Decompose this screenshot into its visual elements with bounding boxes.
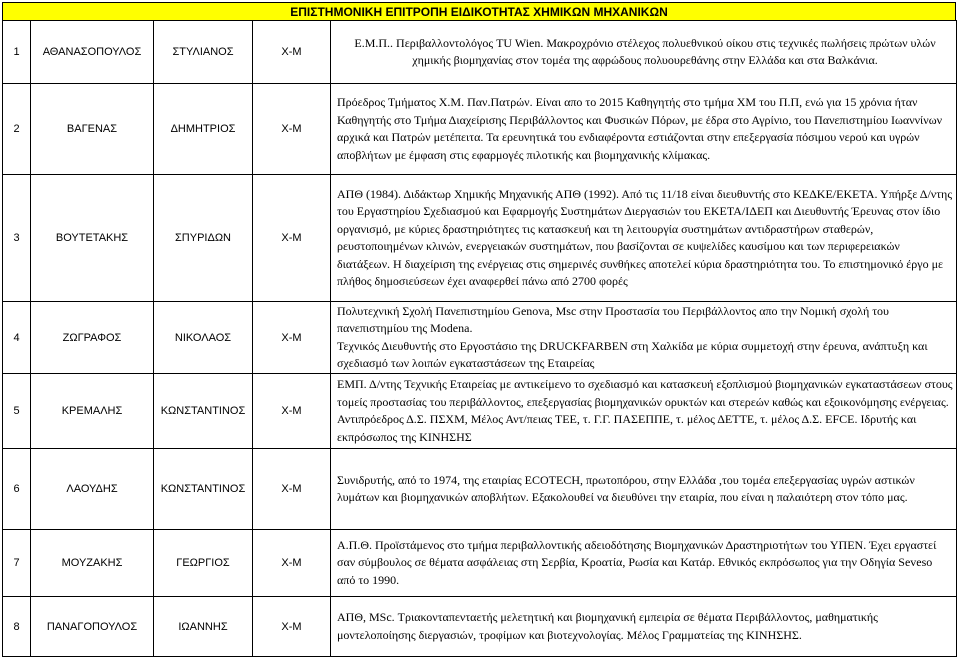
- bio-paragraph: Α.Π.Θ. Προϊστάμενος στο τμήμα περιβαλλοντικής αδειοδότησης Βιομηχανικών Δραστηριοτήτων του ΥΠΕΝ. Έχει εργαστεί σαν σύμβουλος σε θέματα ασφάλειας στη Σερβία, Κροατία, Ρωσία και Κατάρ. Εθνικός εκπρόσωπος για την Οδηγία Seveso από το 1990.: [337, 537, 937, 587]
- table-row: [3, 449, 957, 530]
- bio-cell[interactable]: [331, 175, 957, 302]
- specialty-cell[interactable]: Χ-Μ: [253, 530, 331, 597]
- bio-paragraph: Τεχνικός Διευθυντής στο Εργοστάσιο της DRUCKFARBEN στη Χαλκίδα με κύρια συμμετοχή στην έρευνα, ανάπτυξη και σχεδιασμό των λοιπών εγκαταστάσεων της Εταιρείας: [337, 338, 928, 370]
- table-row: [3, 530, 957, 597]
- first-name-cell[interactable]: ΓΕΩΡΓΙΟΣ: [154, 530, 253, 597]
- surname-cell[interactable]: ΠΑΝΑΓΟΠΟΥΛΟΣ: [31, 597, 154, 657]
- surname-cell[interactable]: ΒΑΓΕΝΑΣ: [31, 84, 154, 175]
- table-row: [3, 175, 957, 302]
- row-number-cell[interactable]: 7: [3, 530, 31, 597]
- first-name-cell[interactable]: ΔΗΜΗΤΡΙΟΣ: [154, 84, 253, 175]
- table-row: [3, 302, 957, 374]
- first-name-cell[interactable]: ΙΩΑΝΝΗΣ: [154, 597, 253, 657]
- specialty-cell[interactable]: Χ-Μ: [253, 84, 331, 175]
- specialty-cell[interactable]: Χ-Μ: [253, 302, 331, 374]
- row-number-cell[interactable]: 6: [3, 449, 31, 530]
- row-number-cell[interactable]: 2: [3, 84, 31, 175]
- bio-paragraph: Πρόεδρος Τμήματος Χ.Μ. Παν.Πατρών. Είναι απο το 2015 Καθηγητής στο τμήμα ΧΜ του Π.Π, ενώ για 15 χρόνια ήταν Καθηγητής στο Τμήμα Διαχείρισης Περιβάλλοντος και Φυσικών Πόρων, με έδρα στο Αγρίνιο, του Πανεπιστημίου Ιωαννίνων αρχικά και Πατρών μετέπειτα. Τα ερευνητικά του ενδιαφέροντα εστιάζονται στην επεξεργασία πόσιμου νερού και υγρών αποβλήτων με έμφαση στις εφαρμογές πιλοτικής και βιομηχανικής κλίμακας.: [337, 95, 943, 162]
- row-number-cell[interactable]: 8: [3, 597, 31, 657]
- row-number-cell[interactable]: 3: [3, 175, 31, 302]
- bio-cell[interactable]: [331, 84, 957, 175]
- committee-title[interactable]: ΕΠΙΣΤΗΜΟΝΙΚΗ ΕΠΙΤΡΟΠΗ ΕΙΔΙΚΟΤΗΤΑΣ ΧΗΜΙΚΩΝ ΜΗΧΑΝΙΚΩΝ: [2, 2, 956, 21]
- row-number-cell[interactable]: 5: [3, 374, 31, 449]
- bio-cell[interactable]: [331, 374, 957, 449]
- bio-paragraph: Πολυτεχνική Σχολή Πανεπιστημίου Genova, Msc στην Προστασία του Περιβάλλοντος απο την Νομική σχολή του πανεπιστημίου της Modena.: [337, 303, 889, 335]
- specialty-cell[interactable]: Χ-Μ: [253, 597, 331, 657]
- spreadsheet: [2, 2, 956, 657]
- surname-cell[interactable]: ΖΩΓΡΑΦΟΣ: [31, 302, 154, 374]
- first-name-cell[interactable]: ΝΙΚΟΛΑΟΣ: [154, 302, 253, 374]
- specialty-cell[interactable]: Χ-Μ: [253, 374, 331, 449]
- specialty-cell[interactable]: Χ-Μ: [253, 175, 331, 302]
- bio-paragraph: ΑΠΘ, MSc. Τριακονταπενταετής μελετητική και βιομηχανική εμπειρία σε θέματα Περιβάλλοντος, μαθηματικής μοντελοποίησης διεργασιών, τροφίμων και βιοτεχνολογίας. Μέλος Γραμματείας της ΚΙΝΗΣΗΣ.: [337, 610, 878, 642]
- first-name-cell[interactable]: ΚΩΝΣΤΑΝΤΙΝΟΣ: [154, 374, 253, 449]
- bio-cell[interactable]: [331, 21, 957, 84]
- first-name-cell[interactable]: ΣΤΥΛΙΑΝΟΣ: [154, 21, 253, 84]
- row-number-cell[interactable]: 1: [3, 21, 31, 84]
- members-table: [2, 20, 957, 657]
- surname-cell[interactable]: ΑΘΑΝΑΣΟΠΟΥΛΟΣ: [31, 21, 154, 84]
- bio-cell[interactable]: [331, 449, 957, 530]
- surname-cell[interactable]: ΚΡΕΜΑΛΗΣ: [31, 374, 154, 449]
- bio-paragraph: Συνιδρυτής, από το 1974, της εταιρίας ECOTECH, πρωτοπόρου, στην Ελλάδα ,του τομέα επεξεργασίας υγρών αστικών λυμάτων και βιομηχανικών αποβλήτων. Εξακολουθεί να διευθύνει την εταιρία, που είναι η παλαιότερη στον τόπο μας.: [337, 472, 915, 504]
- table-row: [3, 21, 957, 84]
- bio-cell[interactable]: [331, 530, 957, 597]
- surname-cell[interactable]: ΒΟΥΤΕΤΑΚΗΣ: [31, 175, 154, 302]
- specialty-cell[interactable]: Χ-Μ: [253, 21, 331, 84]
- surname-cell[interactable]: ΛΑΟΥΔΗΣ: [31, 449, 154, 530]
- bio-paragraph: Ε.Μ.Π.. Περιβαλλοντολόγος TU Wien. Μακροχρόνιο στέλεχος πολυεθνικού οίκου στις τεχνικές πωλήσεις πρώτων υλών χημικής βιομηχανίας στον τομέα της αφρώδους πολυουρεθάνης στην Ελλάδα και στα Βαλκάνια.: [354, 35, 936, 67]
- specialty-cell[interactable]: Χ-Μ: [253, 449, 331, 530]
- row-number-cell[interactable]: 4: [3, 302, 31, 374]
- table-row: [3, 84, 957, 175]
- bio-paragraph: ΕΜΠ. Δ/ντης Τεχνικής Εταιρείας με αντικείμενο το σχεδιασμό και κατασκευή εξοπλισμού βιομηχανικών εγκαταστάσεων στους τομείς προστασίας του περιβάλλοντος, επεξεργασίας βιομηχανικών ορυκτών και στερεών καθώς και εξοικονόμησης ενέργειας. Αντιπρόεδρος Δ.Σ. ΠΣΧΜ, Μέλος Αντ/πειας ΤΕΕ, τ. Γ.Γ. ΠΑΣΕΠΠΕ, τ. μέλος ΔΕΤΤΕ, τ. μέλος Δ.Σ. EFCE. Ιδρυτής και εκπρόσωπος της ΚΙΝΗΣΗΣ: [337, 377, 953, 444]
- table-row: [3, 374, 957, 449]
- bio-cell[interactable]: [331, 597, 957, 657]
- surname-cell[interactable]: ΜΟΥΖΑΚΗΣ: [31, 530, 154, 597]
- bio-paragraph: ΑΠΘ (1984). Διδάκτωρ Χημικής Μηχανικής ΑΠΘ (1992). Από τις 11/18 είναι διευθυντής στο ΚΕΔΚΕ/ΕΚΕΤΑ. Υπήρξε Δ/ντης του Εργαστηρίου Σχεδιασμού και Εφαρμογής Συστημάτων Διεργασιών του ΕΚΕΤΑ/ΙΔΕΠ και Διευθυντής Έρευνας στον ίδιο οργανισμό, με κύριες δραστηριότητες τις κατασκευή και τη λειτουργία συστημάτων αντιδραστήρων σταθερών, ρευστοποιημένων κλινών, ενεργειακών συστημάτων, που βασίζονται σε κυψελίδες καυσίμου και των περιφερειακών διατάξεων. Η διαχείριση της ενέργειας στις σημερινές συνθήκες αποτελεί κύρια δραστηριότητα του. Το επιστημονικό έργο με πλήθος δημοσιεύσεων έχει αναφερθεί πάνω από 2700 φορές: [337, 186, 953, 288]
- members-table-body: [3, 21, 957, 657]
- table-row: [3, 597, 957, 657]
- bio-cell[interactable]: [331, 302, 957, 374]
- first-name-cell[interactable]: ΣΠΥΡΙΔΩΝ: [154, 175, 253, 302]
- first-name-cell[interactable]: ΚΩΝΣΤΑΝΤΙΝΟΣ: [154, 449, 253, 530]
